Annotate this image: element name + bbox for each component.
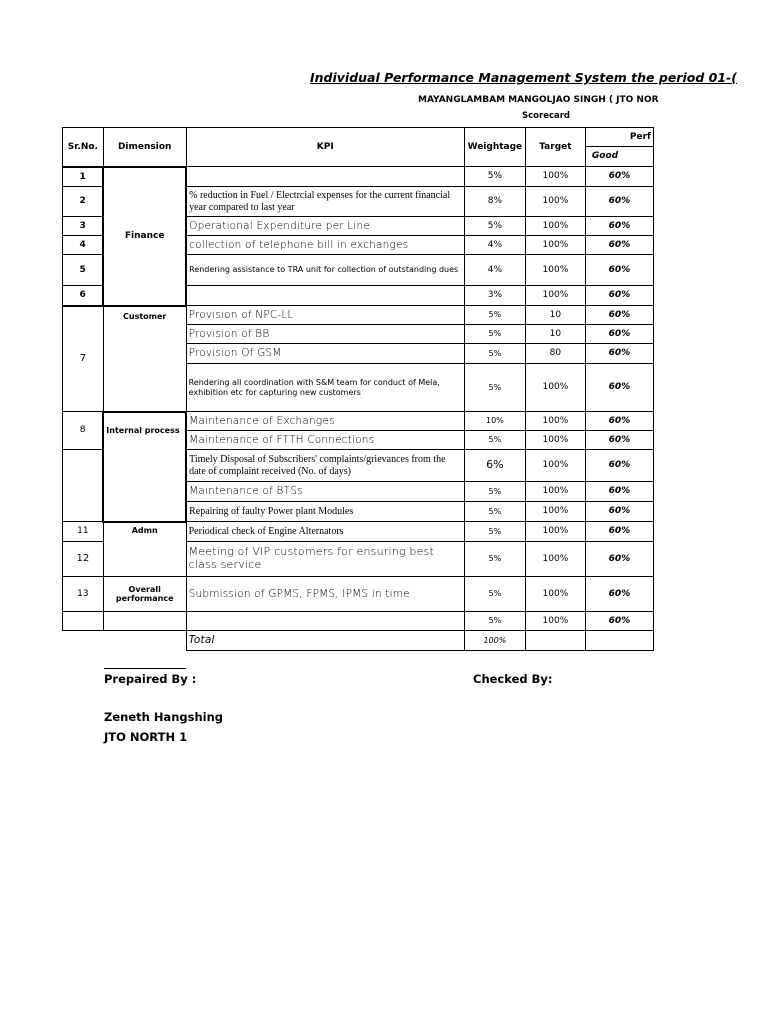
col-dimension: Dimension [103,128,186,167]
srno-7: 7 [63,306,104,412]
table-row: Maintenance of BTSs 5% 100% 60% [63,482,654,502]
table-row: 12 Meeting of VIP customers for ensuring best class service 5% 100% 60% [63,542,654,577]
dimension-customer: Customer [103,306,186,412]
table-row: 5% 100% 60% [63,612,654,631]
preparer-designation: JTO NORTH 1 [104,730,188,744]
col-target: Target [525,128,585,167]
dimension-finance: Finance [103,167,186,306]
scorecard-label: Scorecard [522,111,571,121]
table-row: 13 Overall performance Submission of GPMS, FPMS, IPMS in time 5% 100% 60% [63,577,654,612]
col-kpi: KPI [186,128,464,167]
col-srno: Sr.No. [63,128,104,167]
table-row: 11 Admn Periodical check of Engine Alternators 5% 100% 60% [63,522,654,542]
table-row: 2 % reduction in Fuel / Electrcial expenses for the current financial year compared to last year 8% 100% 60% [63,187,654,217]
page-title: Individual Performance Management System the period 01-( [310,70,737,85]
srno-8: 8 [63,412,104,450]
table-row: Rendering all coordination with S&M team for conduct of Mela, exhibition etc for capturing new customers 5% 100% 60% [63,364,654,412]
col-performance: Perf [585,128,653,147]
prepared-by-label: Prepaired By : [104,672,197,686]
table-row: Provision Of GSM 5% 80 60% [63,344,654,364]
dimension-admn: Admn [103,522,186,577]
total-weightage: 100% [464,631,525,651]
checked-by-label: Checked By: [473,672,553,686]
col-weightage: Weightage [464,128,525,167]
employee-name: MAYANGLAMBAM MANGOLJAO SINGH ( JTO NOR [418,95,659,105]
total-row [63,631,654,651]
table-row: 3 Operational Expenditure per Line 5% 100% 60% [63,217,654,236]
table-row: 4 collection of telephone bill in exchanges 4% 100% 60% [63,236,654,255]
total-label: Total [186,631,464,651]
table-row: 6 3% 100% 60% [63,286,654,306]
dimension-internal-process: Internal process [103,412,186,522]
col-good: Good [585,147,653,167]
table-row: Maintenance of FTTH Connections 5% 100% 60% [63,431,654,450]
table-row: Timely Disposal of Subscribers' complaints/grievances from the date of complaint received (No. of days) 6% 100% 60% [63,450,654,482]
scorecard-table [62,127,654,651]
table-row: 5 Rendering assistance to TRA unit for collection of outstanding dues 4% 100% 60% [63,255,654,286]
table-row: 1 Finance 5% 100% 60% [63,167,654,187]
table-row: Provision of BB 5% 10 60% [63,325,654,344]
preparer-name: Zeneth Hangshing [104,710,224,724]
table-row: Repairing of faulty Power plant Modules 5% 100% 60% [63,502,654,522]
table-row: 7 Customer Provision of NPC-LL 5% 10 60% [63,306,654,325]
divider [104,668,186,669]
table-row: 8 Internal process Maintenance of Exchanges 10% 100% 60% [63,412,654,431]
dimension-overall: Overall performance [103,577,186,612]
